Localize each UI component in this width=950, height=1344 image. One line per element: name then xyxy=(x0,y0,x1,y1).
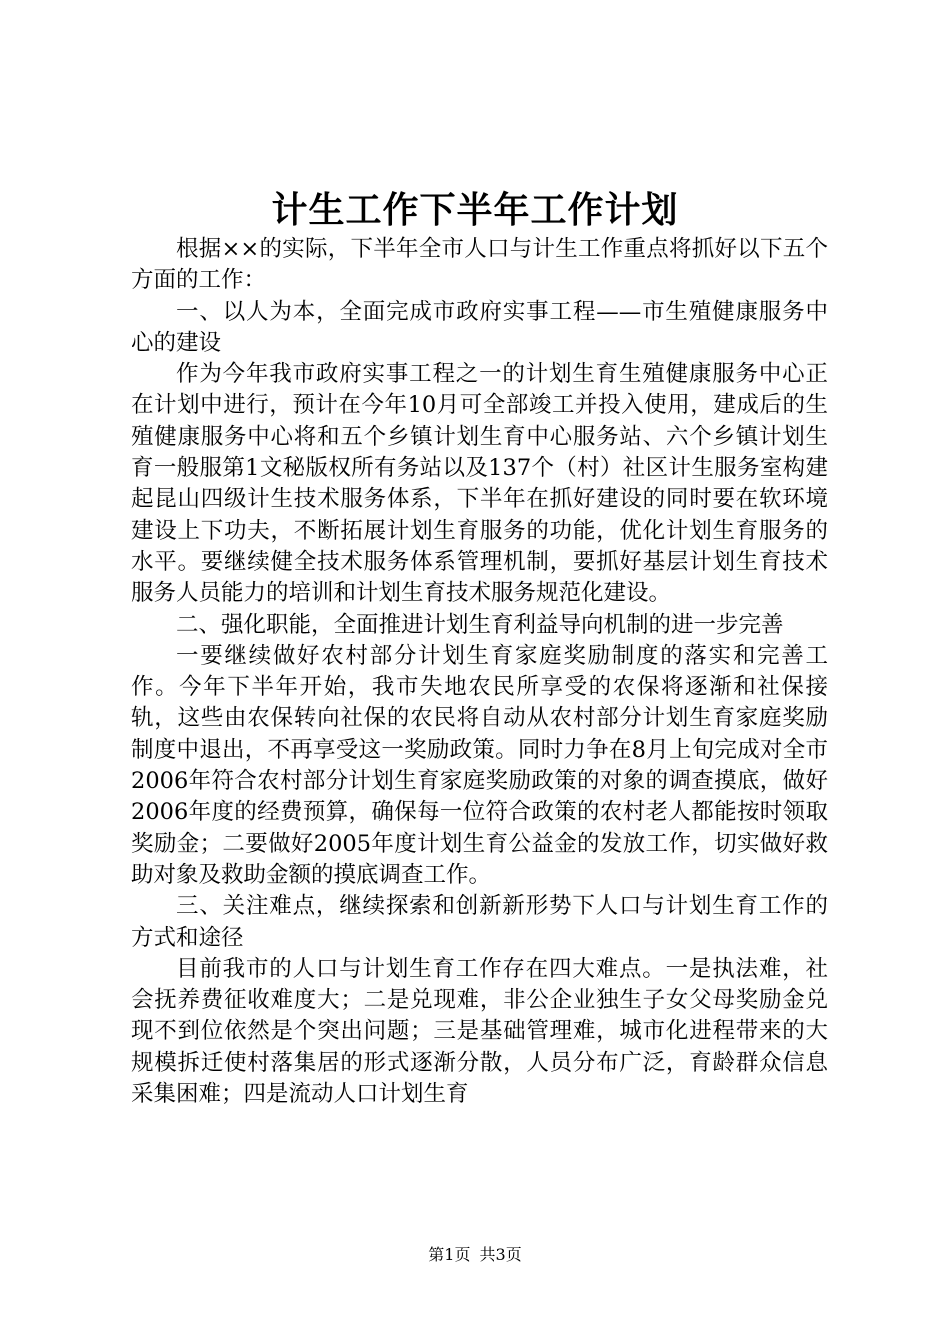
section-heading-1: 一、以人为本，全面完成市政府实事工程——市生殖健康服务中心的建设 xyxy=(131,298,828,356)
paragraph-section-1: 作为今年我市政府实事工程之一的计划生育生殖健康服务中心正在计划中进行，预计在今年10月可全部竣工并投入使用，建成后的生殖健康服务中心将和五个乡镇计划生育中心服务站、六个乡镇计划生育一般服第1文秘版权所有务站以及137个（村）社区计生服务室构建起昆山四级计生技术服务体系，下半年在抓好建设的同时要在软环境建设上下功夫，不断拓展计划生育服务的功能，优化计划生育服务的水平。要继续健全技术服务体系管理机制，要抓好基层计划生育技术服务人员能力的培训和计划生育技术服务规范化建设。 xyxy=(131,361,828,607)
paragraph-intro: 根据××的实际，下半年全市人口与计生工作重点将抓好以下五个方面的工作： xyxy=(131,236,828,294)
page-number: 第1页 xyxy=(428,1245,471,1264)
page-total: 共3页 xyxy=(479,1245,522,1264)
section-heading-2: 二、强化职能，全面推进计划生育利益导向机制的进一步完善 xyxy=(176,611,784,638)
document-body xyxy=(131,234,828,1110)
section-heading-3: 三、关注难点，继续探索和创新新形势下人口与计划生育工作的方式和途径 xyxy=(131,893,828,951)
paragraph-section-3: 目前我市的人口与计划生育工作存在四大难点。一是执法难，社会抚养费征收难度大；二是兑现难，非公企业独生子女父母奖励金兑现不到位依然是个突出问题；三是基础管理难，城市化进程带来的大规模拆迁使村落集居的形式逐渐分散，人员分布广泛，育龄群众信息采集困难；四是流动人口计划生育 xyxy=(131,955,828,1108)
paragraph-section-2: 一要继续做好农村部分计划生育家庭奖励制度的落实和完善工作。今年下半年开始，我市失地农民所享受的农保将逐渐和社保接轨，这些由农保转向社保的农民将自动从农村部分计划生育家庭奖励制度中退出，不再享受这一奖励政策。同时力争在8月上旬完成对全市2006年符合农村部分计划生育家庭奖励政策的对象的调查摸底，做好2006年度的经费预算，确保每一位符合政策的农村老人都能按时领取奖励金；二要做好2005年度计划生育公益金的发放工作，切实做好救助对象及救助金额的摸底调查工作。 xyxy=(131,642,828,888)
page-footer xyxy=(0,1243,950,1267)
document-title: 计生工作下半年工作计划 xyxy=(271,189,679,231)
